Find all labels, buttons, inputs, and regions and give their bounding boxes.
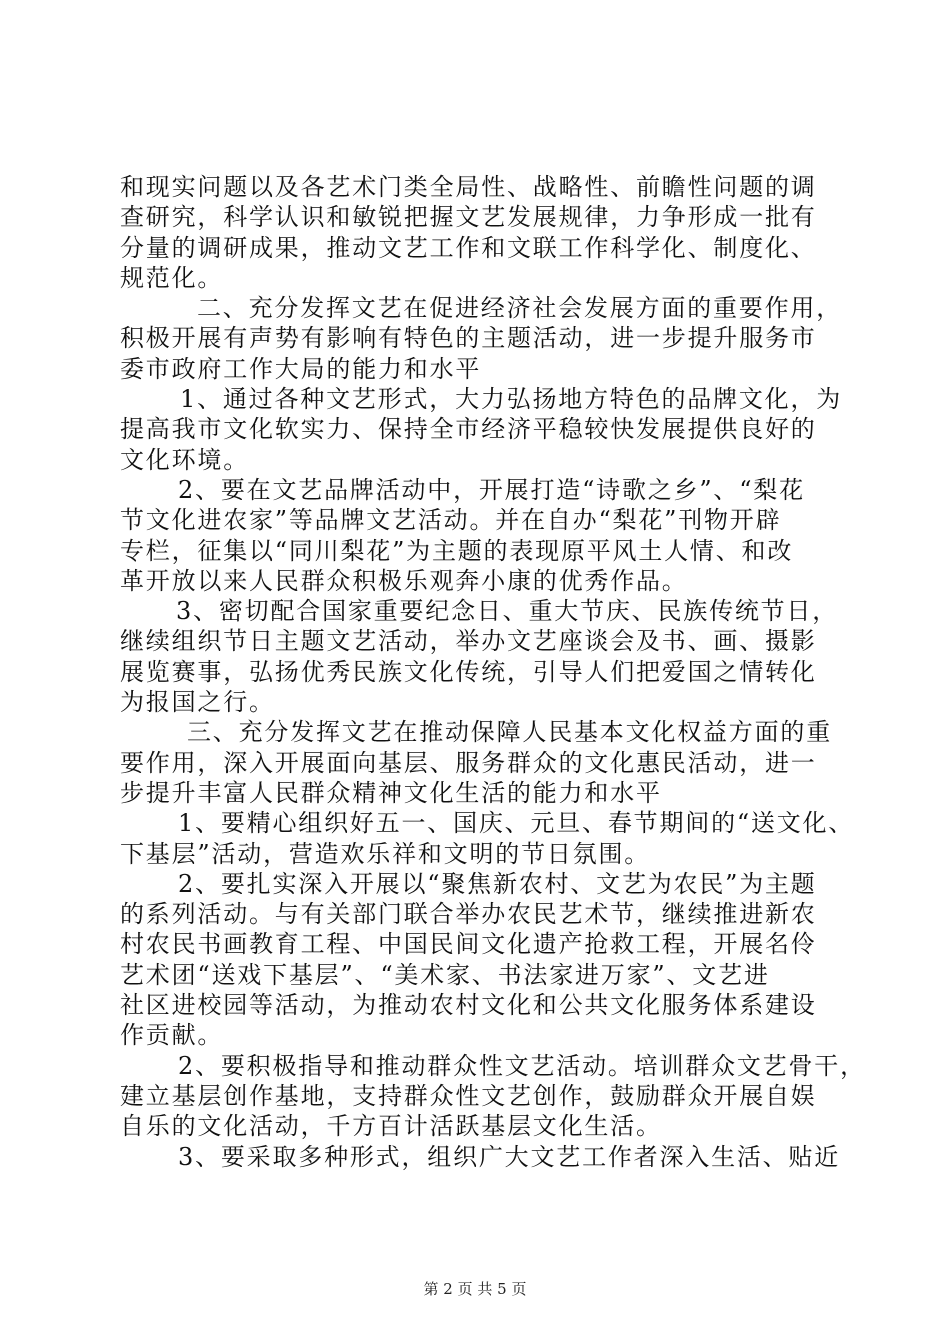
page-number-label: 第 2 页 共 5 页 bbox=[423, 1280, 527, 1298]
section-heading: 步提升丰富人民群众精神文化生活的能力和水平 bbox=[120, 778, 662, 807]
text-line: 提高我市文化软实力、保持全市经济平稳较快发展提供良好的 bbox=[120, 415, 817, 444]
text-line: 自乐的文化活动，千方百计活跃基层文化生活。 bbox=[120, 1112, 662, 1141]
text-line: 艺术团“送戏下基层”、“美术家、书法家进万家”、文艺进 bbox=[120, 960, 770, 989]
document-body bbox=[120, 172, 866, 1172]
text-line: 继续组织节日主题文艺活动，举办文艺座谈会及书、画、摄影 bbox=[120, 627, 817, 656]
text-line: 1、要精心组织好五一、国庆、元旦、春节期间的“送文化、 bbox=[178, 809, 855, 838]
text-line: 和现实问题以及各艺术门类全局性、战略性、前瞻性问题的调 bbox=[120, 173, 817, 201]
text-line: 1、通过各种文艺形式，大力弘扬地方特色的品牌文化，为 bbox=[180, 385, 843, 414]
section-heading: 委市政府工作大局的能力和水平 bbox=[120, 354, 482, 383]
section-heading: 积极开展有声势有影响有特色的主题活动，进一步提升服务市 bbox=[120, 324, 817, 353]
text-line: 2、要在文艺品牌活动中，开展打造“诗歌之乡”、“梨花 bbox=[178, 475, 805, 504]
text-line: 3、密切配合国家重要纪念日、重大节庆、民族传统节日， bbox=[176, 597, 839, 626]
text-line: 建立基层创作基地，支持群众性文艺创作，鼓励群众开展自娱 bbox=[120, 1081, 817, 1110]
page-footer bbox=[0, 1279, 950, 1299]
section-heading: 要作用，深入开展面向基层、服务群众的文化惠民活动，进一 bbox=[120, 748, 817, 777]
text-line: 分量的调研成果，推动文艺工作和文联工作科学化、制度化、 bbox=[120, 233, 817, 262]
section-heading: 三、充分发挥文艺在推动保障人民基本文化权益方面的重 bbox=[187, 718, 832, 747]
text-line: 展览赛事，弘扬优秀民族文化传统，引导人们把爱国之情转化 bbox=[120, 657, 817, 686]
text-line: 为报国之行。 bbox=[120, 688, 275, 717]
text-line: 村农民书画教育工程、中国民间文化遗产抢救工程，开展名伶 bbox=[120, 930, 817, 959]
text-line: 查研究，科学认识和敏锐把握文艺发展规律，力争形成一批有 bbox=[120, 203, 817, 232]
text-line: 的系列活动。与有关部门联合举办农民艺术节，继续推进新农 bbox=[120, 900, 817, 929]
text-line: 作贡献。 bbox=[120, 1021, 224, 1050]
text-line: 革开放以来人民群众积极乐观奔小康的优秀作品。 bbox=[120, 566, 688, 595]
text-line: 节文化进农家”等品牌文艺活动。并在自办“梨花”刊物开辟 bbox=[120, 506, 782, 535]
text-line: 专栏，征集以“同川梨花”为主题的表现原平风土人情、和改 bbox=[120, 536, 794, 565]
section-heading: 二、充分发挥文艺在促进经济社会发展方面的重要作用， bbox=[197, 294, 842, 323]
text-line: 2、要积极指导和推动群众性文艺活动。培训群众文艺骨干， bbox=[178, 1051, 866, 1080]
text-line: 文化环境。 bbox=[120, 445, 249, 474]
text-line: 2、要扎实深入开展以“聚焦新农村、文艺为农民”为主题 bbox=[178, 869, 817, 898]
text-line: 下基层”活动，营造欢乐祥和文明的节日氛围。 bbox=[120, 839, 651, 868]
text-line: 社区进校园等活动，为推动农村文化和公共文化服务体系建设 bbox=[120, 991, 817, 1020]
text-line: 规范化。 bbox=[120, 263, 224, 292]
text-line: 3、要采取多种形式，组织广大文艺工作者深入生活、贴近 bbox=[178, 1142, 841, 1171]
